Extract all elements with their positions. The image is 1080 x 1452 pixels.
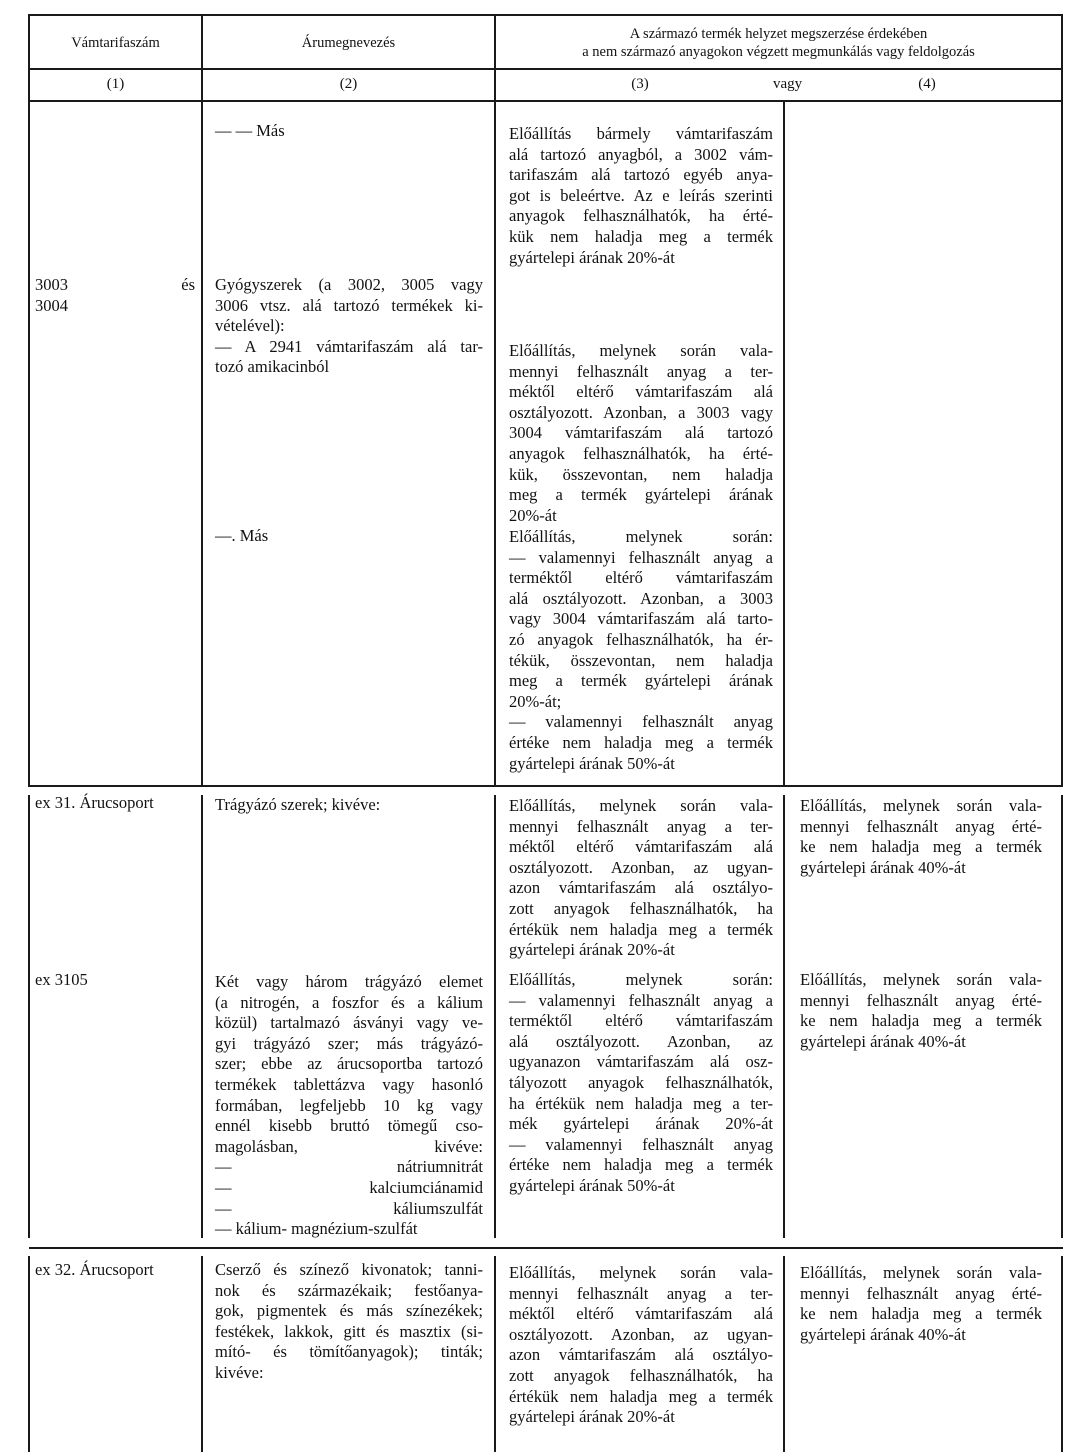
cell-text-line: festékek, lakkok, gitt és masztix (si-: [215, 1321, 483, 1341]
cell-text-line: gyártelepi árának 50%-át: [509, 753, 675, 773]
b3-r1-col3: [509, 1263, 773, 1428]
cell-text-line: ex 32. Árucsoport: [35, 1260, 154, 1279]
cell-text-line: Előállítás, melynek során vala-: [800, 970, 1042, 989]
cell-text-line: — nátriumnitrát: [215, 1157, 483, 1177]
cell-text-line: vagy 3004 vámtarifaszám alá tarto-: [509, 609, 773, 629]
cell-text-line: formában, legfeljebb 10 kg vagy: [215, 1095, 483, 1115]
header-col2-label: Árumegnevezés: [301, 35, 396, 51]
cell-text-line: méktől eltérő vámtarifaszám alá: [509, 837, 773, 857]
left-border: [28, 795, 30, 1238]
cell-text-line: azon vámtarifaszám alá osztályo-: [509, 878, 773, 898]
col-number-3-label: (3): [631, 76, 649, 92]
cell-text-line: ex 3105: [35, 970, 88, 989]
cell-text-line: méktől eltérő vámtarifaszám alá: [509, 382, 773, 402]
cell-text-line: Gyógyszerek (a 3002, 3005 vagy: [215, 275, 483, 294]
cell-text-line: gyártelepi árának 20%-át: [509, 940, 675, 960]
cell-text-line: got is beleértve. Az e leírás szerinti: [509, 185, 773, 205]
col-number-1-label: (1): [106, 76, 125, 92]
b2-r1-col1: [35, 793, 200, 814]
b3-r1-col4: [800, 1263, 1042, 1345]
cell-text-line: termékek tablettázva vagy hasonló: [215, 1074, 483, 1094]
cell-text-line: osztályozott. Azonban, az ugyan-: [509, 857, 773, 877]
b2-r2-col3: [509, 970, 773, 1197]
cell-text-line: Cserző és színező kivonatok; tanni-: [215, 1260, 483, 1279]
col-number-4-label: (4): [918, 76, 936, 92]
cell-text-line: Előállítás, melynek során vala-: [509, 1263, 773, 1282]
cell-text-line: szer; ebbe az árucsoportba tartozó: [215, 1054, 483, 1074]
cell-text-line: Előállítás, melynek során vala-: [800, 1263, 1042, 1282]
cell-text-line: alá osztályozott. Azonban, a 3003: [509, 588, 773, 608]
cell-text-line: osztályozott. Azonban, az ugyan-: [509, 1324, 773, 1344]
vagy-label: [773, 76, 802, 93]
cell-text-line: (a nitrogén, a foszfor és a kálium: [215, 992, 483, 1012]
cell-text-line: zott anyagok felhasználhatók, ha: [509, 1365, 773, 1385]
b1-r2-col1: [35, 275, 195, 316]
header-col1-label: Vámtarifaszám: [71, 35, 160, 51]
block1-bottom-border: [29, 785, 1063, 787]
cell-text-line: mennyi felhasznált anyag érté-: [800, 816, 1042, 836]
b1-r3-col2: [215, 526, 483, 547]
b3-r1-col2: [215, 1260, 483, 1384]
cell-text-line: Előállítás, melynek során vala-: [800, 796, 1042, 815]
col3-divider: [494, 795, 496, 1238]
b1-r1-col2: [215, 121, 483, 142]
col-number-1: [30, 76, 201, 93]
cell-text-line: terméktől eltérő vámtarifaszám: [509, 1011, 773, 1031]
right-border: [1061, 1256, 1063, 1452]
header-col34: [496, 25, 1061, 61]
col2-divider: [201, 1256, 203, 1452]
col4-divider: [783, 100, 785, 787]
cell-text-line: értéke nem haladja meg a termék: [509, 1155, 773, 1175]
cell-text-line: méktől eltérő vámtarifaszám alá: [509, 1304, 773, 1324]
cell-text-line: 20%-át: [509, 505, 557, 525]
cell-text-line: gyártelepi árának 20%-át: [509, 1407, 675, 1427]
cell-text-line: kük nem haladja meg a termék: [509, 226, 773, 246]
cell-text-line: Előállítás, melynek során vala-: [509, 796, 773, 815]
cell-text-line: ha értékük nem haladja meg a ter-: [509, 1093, 773, 1113]
cell-text-line: mennyi felhasznált anyag a ter-: [509, 1283, 773, 1303]
table-top-border: [29, 14, 1063, 16]
cell-text-line: gok, pigmentek és más színezékek;: [215, 1301, 483, 1321]
cell-text-line: 20%-át;: [509, 691, 562, 711]
cell-text-line: kivéve:: [215, 1362, 264, 1382]
col2-divider: [201, 14, 203, 787]
cell-text-line: gyártelepi árának 40%-át: [800, 1031, 966, 1051]
cell-text-line: Előállítás, melynek során:: [509, 970, 773, 989]
right-border: [1061, 795, 1063, 1238]
b2-r2-col1: [35, 970, 195, 991]
cell-text-line: alá tartozó anyagból, a 3002 vám-: [509, 144, 773, 164]
col2-divider: [201, 795, 203, 1238]
cell-text-line: meg a termék gyártelepi árának: [509, 485, 773, 505]
col4-divider: [783, 1256, 785, 1452]
cell-text-line: — kálium- magnézium-szulfát: [215, 1219, 418, 1239]
cell-text-line: alá osztályozott. Azonban, az: [509, 1031, 773, 1051]
b2-r1-col4: [800, 796, 1042, 878]
header-col34-line: a nem származó anyagokon végzett megmunkálás vagy feldolgozás: [582, 44, 975, 60]
cell-text-line: mító- és tömítőanyagok); tinták;: [215, 1342, 483, 1362]
cell-text-line: magolásban, kivéve:: [215, 1136, 483, 1156]
left-border: [28, 14, 30, 787]
cell-text-line: ke nem haladja meg a termék: [800, 1011, 1042, 1031]
header-col1: [30, 34, 201, 52]
cell-text-line: tályozott anyagok felhasználhatók,: [509, 1072, 773, 1092]
cell-text-line: értéke nem haladja meg a termék: [509, 732, 773, 752]
col3-divider: [494, 1256, 496, 1452]
cell-text-line: ke nem haladja meg a termék: [800, 837, 1042, 857]
cell-text-line: Trágyázó szerek; kivéve:: [215, 795, 381, 814]
col-number-2: [203, 76, 494, 93]
cell-text-line: — — Más: [215, 121, 285, 140]
cell-text-line: azon vámtarifaszám alá osztályo-: [509, 1345, 773, 1365]
cell-text-line: gyártelepi árának 40%-át: [800, 857, 966, 877]
cell-text-line: értékük nem haladja meg a termék: [509, 919, 773, 939]
right-border: [1061, 14, 1063, 787]
col-number-2-label: (2): [339, 76, 358, 92]
cell-text-line: ennél kisebb bruttó tömegű cso-: [215, 1116, 483, 1136]
cell-text-line: ke nem haladja meg a termék: [800, 1304, 1042, 1324]
cell-text-line: osztályozott. Azonban, a 3003 vagy: [509, 402, 773, 422]
b2-r2-col4: [800, 970, 1042, 1052]
cell-text-line: mennyi felhasznált anyag a ter-: [509, 361, 773, 381]
b1-r2-col2: [215, 275, 483, 378]
cell-text-line: anyagok felhasználhatók, ha érté-: [509, 443, 773, 463]
cell-text-line: terméktől eltérő vámtarifaszám: [509, 568, 773, 588]
header-divider: [29, 68, 1063, 70]
b1-r2-col3: [509, 341, 773, 526]
cell-text-line: tozó amikacinból: [215, 357, 330, 377]
cell-text-line: mennyi felhasznált anyag a ter-: [509, 816, 773, 836]
cell-text-line: 3006 vtsz. alá tartozó termékek ki-: [215, 295, 483, 315]
left-border: [28, 1256, 30, 1452]
b1-r3-col3: [509, 527, 773, 774]
cell-text-line: Két vagy három trágyázó elemet: [215, 972, 483, 991]
cell-text-line: Előállítás bármely vámtarifaszám: [509, 124, 773, 143]
cell-text-line: 3003 és: [35, 275, 195, 294]
col-number-4: [897, 76, 957, 93]
cell-text-line: gyi trágyázó szer; más trágyázó-: [215, 1033, 483, 1053]
cell-text-line: zott anyagok felhasználhatók, ha: [509, 898, 773, 918]
cell-text-line: gyártelepi árának 50%-át: [509, 1175, 675, 1195]
cell-text-line: — valamennyi felhasznált anyag: [509, 1134, 773, 1154]
cell-text-line: 3004: [35, 295, 68, 315]
cell-text-line: gyártelepi árának 20%-át: [509, 247, 675, 267]
cell-text-line: anyagok felhasználhatók, ha érté-: [509, 206, 773, 226]
cell-text-line: — kalciumciánamid: [215, 1177, 483, 1197]
cell-text-line: értékük nem haladja meg a termék: [509, 1386, 773, 1406]
vagy-text: vagy: [773, 76, 803, 92]
cell-text-line: nok és származékaik; festőanya-: [215, 1280, 483, 1300]
b2-r1-col3: [509, 796, 773, 961]
cell-text-line: zó anyagok felhasználhatók, ha ér-: [509, 629, 773, 649]
block2-bottom-border: [29, 1247, 1063, 1249]
number-row-divider: [29, 100, 1063, 102]
b2-r1-col2: [215, 795, 483, 816]
cell-text-line: —. Más: [215, 526, 269, 545]
cell-text-line: tékük, összevontan, nem haladja: [509, 650, 773, 670]
cell-text-line: ex 31. Árucsoport: [35, 793, 154, 812]
b1-r1-col3: [509, 124, 773, 268]
cell-text-line: — valamennyi felhasznált anyag a: [509, 547, 773, 567]
cell-text-line: mék gyártelepi árának 20%-át: [509, 1114, 773, 1134]
cell-text-line: ugyanazon vámtarifaszám alá osz-: [509, 1052, 773, 1072]
col-number-3: [610, 76, 670, 93]
cell-text-line: Előállítás, melynek során vala-: [509, 341, 773, 360]
col4-divider: [783, 795, 785, 1238]
cell-text-line: mennyi felhasznált anyag érté-: [800, 990, 1042, 1010]
b2-r2-col2: [215, 972, 483, 1240]
cell-text-line: — valamennyi felhasznált anyag a: [509, 990, 773, 1010]
cell-text-line: — káliumszulfát: [215, 1198, 483, 1218]
col3-divider: [494, 14, 496, 787]
cell-text-line: meg a termék gyártelepi árának: [509, 671, 773, 691]
b3-r1-col1: [35, 1260, 200, 1281]
cell-text-line: tarifaszám alá tartozó egyéb anya-: [509, 165, 773, 185]
cell-text-line: Előállítás, melynek során:: [509, 527, 773, 546]
header-col2: [203, 34, 494, 52]
cell-text-line: vételével):: [215, 316, 285, 336]
cell-text-line: — valamennyi felhasznált anyag: [509, 712, 773, 732]
cell-text-line: — A 2941 vámtarifaszám alá tar-: [215, 336, 483, 356]
cell-text-line: kük, összevontan, nem haladja: [509, 464, 773, 484]
header-col34-line: A származó termék helyzet megszerzése érdekében: [629, 26, 928, 42]
cell-text-line: 3004 vámtarifaszám alá tartozó: [509, 423, 773, 443]
cell-text-line: mennyi felhasznált anyag érté-: [800, 1283, 1042, 1303]
cell-text-line: gyártelepi árának 40%-át: [800, 1324, 966, 1344]
cell-text-line: közül) tartalmazó ásványi vagy ve-: [215, 1013, 483, 1033]
